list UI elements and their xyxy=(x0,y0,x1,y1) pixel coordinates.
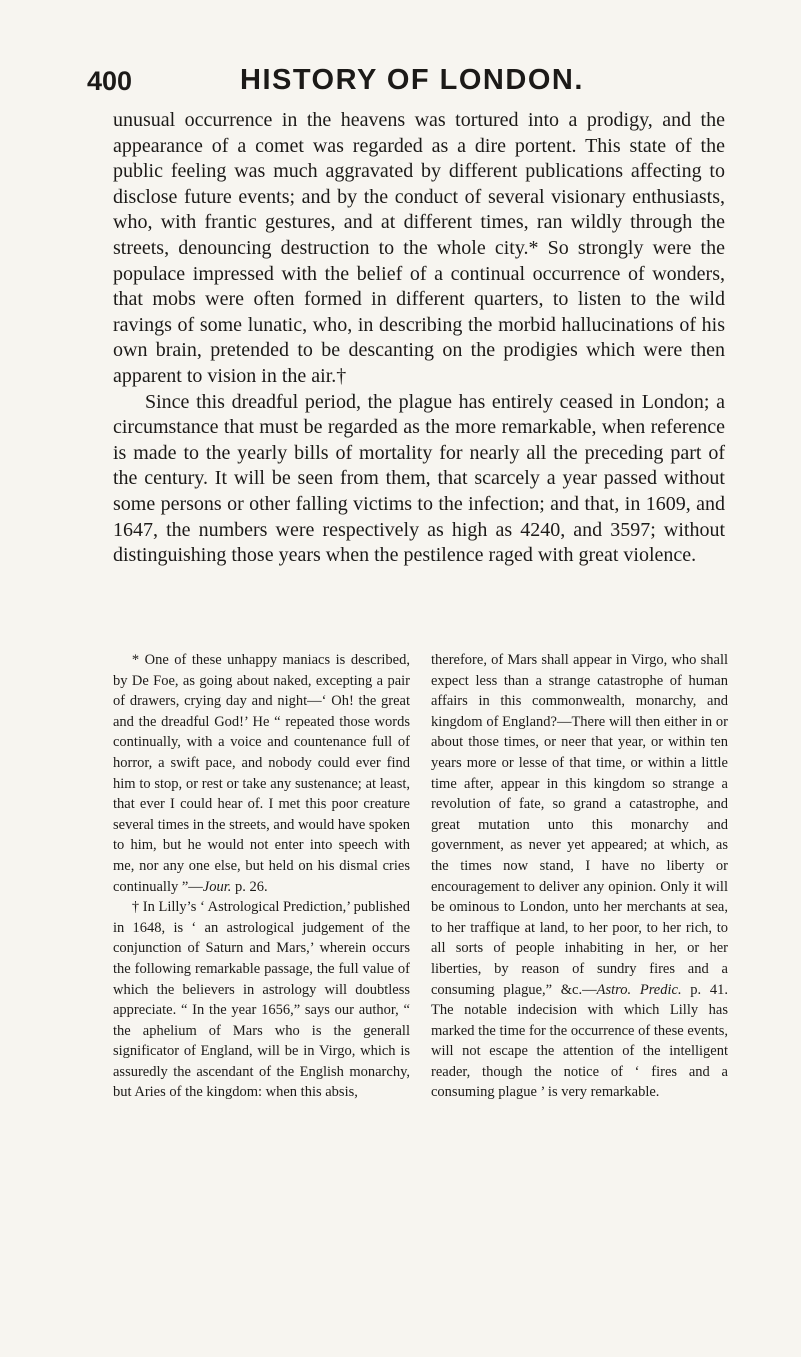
page-number: 400 xyxy=(87,66,133,96)
body-paragraph-1: unusual occurrence in the heavens was tortured into a prodigy, and the appearance of a comet was regarded as a dire portent. This state of the public feeling was much aggravated by different publications affecting to disclose future events; and by the conduct of several visionary enthusiasts, who, with frantic gestures, and at different times, ran wildly through the streets, denouncing destruction to the whole city.* So strongly were the populace impressed with the belief of a continual occurrence of wonders, that mobs were often formed in different quarters, to listen to the wild ravings of some lunatic, who, in describing the morbid hallucinations of his own brain, pretended to be descanting on the prodigies which were then apparent to vision in the air.† xyxy=(113,109,725,387)
running-head: HISTORY OF LONDON. xyxy=(240,64,584,96)
main-text xyxy=(113,108,725,569)
page-header xyxy=(0,62,801,106)
footnote-defoe xyxy=(113,650,410,897)
footnote-defoe-source: Jour. xyxy=(202,878,232,895)
body-paragraph-2: Since this dreadful period, the plague has entirely ceased in London; a circumstance that must be regarded as the more remarkable, when reference is made to the yearly bills of mortality for nearly all the preceding part of the century. It will be seen from them, that scarcely a year passed without some persons or other falling victims to the infection; and that, in 1609, and 1647, the numbers were respectively as high as 4240, and 3597; without distinguishing those years when the pestilence raged with great violence. xyxy=(113,390,725,567)
footnote-lilly-source: Astro. Predic. xyxy=(596,981,682,998)
footnote-column-right xyxy=(431,650,728,1103)
footnote-lilly-continued xyxy=(431,650,728,1103)
footnote-lilly-cont-text: therefore, of Mars shall appear in Virgo, who shall expect less than a strange catastrophe of human affairs in this commonwealth, monarchy, and kingdom of England?—There will then either in or about those times, or neer that year, or within ten years more or lesse of that time, or within a little time after, appear in this kingdom so strange a revolution of fate, so grand a catastrophe, and great mutation unto this monarchy and government, as never yet appeared; at which, as the times now stand, I have no liberty or encouragement to deliver any opinion. Only it will be ominous to London, unto her merchants at sea, to her traffique at land, to her poor, to her rich, to all sorts of people inhabiting in her, or her liberties, by reason of sundry fires and a consuming plague,” &c.— xyxy=(431,652,728,998)
footnote-defoe-page: p. 26. xyxy=(231,878,268,895)
footnote-column-left xyxy=(113,650,410,1103)
footnote-lilly: † In Lilly’s ‘ Astrological Prediction,’ published in 1648, is ‘ an astrological judgement of the conjunction of Saturn and Mars,’ wherein occurs the following remarkable passage, the full value of which the believers in astrology will doubtless appreciate. “ In the year 1656,” says our author, “ the aphelium of Mars who is the generall significator of England, will be in Virgo, which is assuredly the ascendant of the English monarchy, but Aries of the kingdom: when this absis, xyxy=(113,899,410,1101)
footnote-defoe-text: * One of these unhappy maniacs is described, by De Foe, as going about naked, excepting a pair of drawers, crying day and night—‘ Oh! the great and the dreadful God!’ He “ repeated those words continually, with a voice and countenance full of horror, a swift pace, and nobody could ever find him to stop, or rest or take any sustenance; at least, that ever I could hear of. I met this poor creature several times in the streets, and would have spoken to him, but he would not enter into speech with me, nor any one else, but held on his dismal cries continually ”— xyxy=(113,652,410,895)
footnote-lilly-after-source: p. 41. The notable indecision with which Lilly has marked the time for the occurrence of these events, will not escape the attention of the intelligent reader, though the notice of ‘ fires and a consuming plague ’ is very remarkable. xyxy=(431,981,729,1101)
footnotes xyxy=(113,650,728,1103)
